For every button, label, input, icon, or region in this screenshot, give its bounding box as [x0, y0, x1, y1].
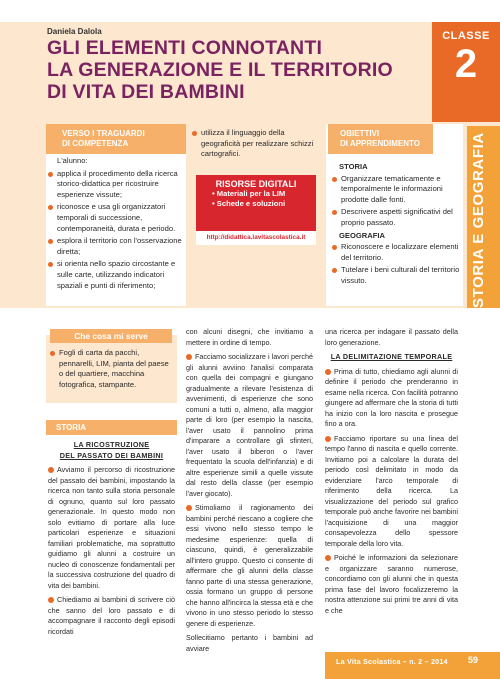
page-number: 59 [468, 655, 479, 665]
section-title-line-1: LA RICOSTRUZIONE [73, 440, 150, 449]
risorse-digitali-box [196, 175, 316, 231]
paragraph [186, 503, 313, 629]
list-item: utilizza il linguaggio della geograficità per realizzare schizzi cartografici. [192, 128, 320, 160]
obiettivi-heading-line-2: DI APPRENDIMENTO [340, 139, 421, 148]
paragraph-dot-icon [48, 597, 54, 603]
risorse-item-schede: Schede e soluzioni [216, 199, 286, 208]
paragraph: Sollecitiamo pertanto i bambini ad avviare [186, 633, 313, 653]
paragraph-dot-icon [48, 467, 54, 473]
paragraph-text: Chiediamo ai bambini di scrivere ciò che sanno del loro passato e di accompagnare il racconto degli episodi ricordati [48, 595, 175, 636]
classe-badge [432, 22, 500, 122]
section-title [48, 440, 175, 461]
list-item: si orienta nello spazio circostante e sulle carte, utilizzando indicatori spaziali e punti di riferimento; [48, 259, 182, 291]
risorse-item: • Materiali per la LIM [212, 189, 286, 198]
paragraph-dot-icon [186, 354, 192, 360]
paragraph-text: Poiché le informazioni da selezionare e organizzare saranno numerose, concordiamo con gli alunni che in questa prima fase del lavoro focalizzeremo la nostra attenzione sui primi tre anni di vita e che [325, 553, 458, 615]
column-2-text [186, 327, 313, 658]
list-item: applica il procedimento della ricerca storico-didattica per ricostruire esperienze vissute; [48, 169, 182, 201]
paragraph [186, 352, 313, 499]
obiettivi-list [332, 160, 462, 289]
paragraph-dot-icon [325, 369, 331, 375]
paragraph-text: Facciamo socializzare i lavori perché gli alunni avviino l'analisi comparata con quella dei compagni e giungano gradualmente a rilevare l'esistenza di avvenimenti, di esperienze che sono comuni a tutti o, almeno, alla maggior parte di loro (per esempio la nascita, l'aver usato il pannolino prima d'imparare a controllare gli sfinteri, l'aver usato il biberon o l'aver frequentato la scuola dell'infanzia) e di altre esperienze simili a quelle vissute dal resto della classe (per esempio l'aver giocato). [186, 352, 313, 498]
top-margin [0, 0, 500, 22]
subject-side-label: STORIA E GEOGRAFIA [470, 132, 487, 308]
risorse-item-lim: Materiali per la LIM [216, 189, 286, 198]
paragraph-continuation: una ricerca per indagare il passato della loro generazione. [325, 327, 458, 347]
author-name: Daniela Dalola [47, 27, 102, 36]
traguardi-intro: L'alunno: [57, 156, 88, 165]
classe-label: CLASSE [442, 30, 490, 42]
cosa-mi-serve-heading: Che cosa mi serve [50, 329, 172, 343]
storia-section-bar: STORIA [46, 420, 177, 435]
paragraph [325, 434, 458, 550]
traguardi-heading-line-2: DI COMPETENZA [62, 139, 129, 148]
paragraph-continuation: con alcuni disegni, che invitiamo a mettere in ordine di tempo. [186, 327, 313, 347]
paragraph-dot-icon [325, 555, 331, 561]
risorse-item: • Schede e soluzioni [212, 199, 286, 208]
list-item: Organizzare tematicamente e temporalmente le informazioni prodotte dalle fonti. [332, 174, 462, 206]
cosa-mi-serve-body [50, 348, 174, 392]
obiettivi-geografia-label: GEOGRAFIA [339, 230, 385, 240]
paragraph-dot-icon [186, 505, 192, 511]
column-3-text [325, 327, 458, 620]
risorse-title: RISORSE DIGITALI [215, 179, 297, 189]
paragraph [325, 553, 458, 616]
title-line-3: DI VITA DEI BAMBINI [47, 81, 245, 103]
column-1-text [48, 440, 175, 641]
section-title: LA DELIMITAZIONE TEMPORALE [330, 352, 453, 361]
section-title-line-2: DEL PASSATO DEI BAMBINI [59, 450, 164, 460]
paragraph-text: Prima di tutto, chiediamo agli alunni di definire il periodo che prenderanno in esame nella ricerca. Con facilità potranno giungere ad affermare che la storia di tutti ha inizio con la loro nascita e prosegue fino a ora. [325, 366, 458, 428]
list-item: Riconoscere e localizzare elementi del territorio. [332, 242, 462, 263]
paragraph [325, 367, 458, 430]
paragraph [48, 465, 175, 591]
list-item: esplora il territorio con l'osservazione diretta; [48, 236, 182, 257]
classe-number: 2 [454, 42, 478, 86]
traguardi-list [48, 156, 182, 293]
obiettivi-storia-label: STORIA [339, 162, 368, 171]
list-item: Fogli di carta da pacchi, pennarelli, LIM, pianta del paese o del quartiere, macchina fotografica, stampante. [50, 348, 174, 390]
obiettivi-heading [328, 124, 433, 154]
page-title [47, 37, 417, 103]
list-item: riconosce e usa gli organizzatori temporali di successione, contemporaneità, durata e periodo. [48, 202, 182, 234]
risorse-link[interactable]: http://didattica.lavitascolastica.it [196, 231, 316, 245]
paragraph-text: Facciamo riportare su una linea del tempo l'anno di nascita e quello corrente. Invitiamo poi a calcolare la durata del periodo così delimitato in modo da evidenziare l'arco temporale di riferimento della ricerca. La visualizzazione del periodo sul grafico temporale può anche favorire nei bambini l'acquisizione di una maggior consapevolezza dello spessore temporale della loro vita. [325, 433, 458, 548]
traguardi-heading-line-1: VERSO I TRAGUARDI [62, 129, 145, 138]
paragraph-dot-icon [325, 436, 331, 442]
list-item: Tutelare i beni culturali del territorio vissuto. [332, 265, 462, 286]
journal-name: La Vita Scolastica – n. 2 – 2014 [336, 657, 448, 666]
list-item: Descrivere aspetti significativi del proprio passato. [332, 207, 462, 228]
title-line-2: LA GENERAZIONE E IL TERRITORIO [47, 59, 393, 81]
paragraph-text: Avviamo il percorso di ricostruzione del passato dei bambini, impostando la ricerca non tanto sulla storia personale di ognuno, quanto sul loro passato generazionale. In questo modo non solo evitiamo di portare alla luce particolari esperienze e situazioni familiari problematiche, ma soprattutto guidiamo gli alunni a costruire un nucleo di conoscenze fondamentali per la successiva costruzione del quadro di vita dei bambini. [48, 465, 175, 590]
traguardi-heading [46, 124, 186, 154]
obiettivi-heading-line-1: OBIETTIVI [340, 129, 380, 138]
title-line-1: GLI ELEMENTI CONNOTANTI [47, 37, 323, 59]
traguardi-list-continued [192, 128, 320, 162]
paragraph-text: Stimoliamo il ragionamento dei bambini perché riescano a cogliere che essi vivono nello stesso tempo le medesime esperienze: quella di ciascuno, quindi, è generalizzabile all'intero gruppo. Questo ci consente di affermare che gli alunni della classe fanno parte di una stessa generazione, ossia formano un gruppo di persone che hanno all'incirca la stessa età e che vivono in uno stesso periodo lo stesso genere di esperienze. [186, 503, 313, 628]
paragraph [48, 595, 175, 637]
